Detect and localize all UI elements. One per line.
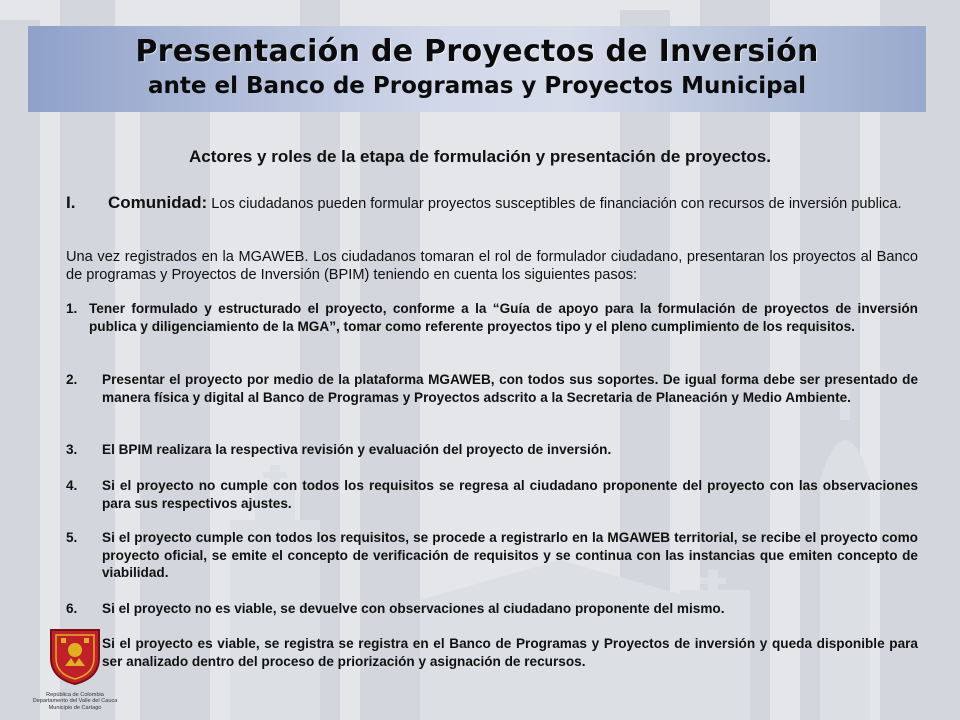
step-text: Presentar el proyecto por medio de la plataforma MGAWEB, con todos sus soportes. De igual forma debe ser presentado de manera física y digital al Banco de Programas y Proyectos adscrito a la Secretaria de Planeación y Medio Ambiente. — [102, 372, 918, 405]
step-text: Tener formulado y estructurado el proyecto, conforme a la “Guía de apoyo para la formulación de proyectos de inversión publica y diligenciamiento de la MGA”, tomar como referente proyectos tipo y el pleno cumplimiento de los requisitos. — [89, 301, 918, 334]
step-text: Si el proyecto no cumple con todos los requisitos se regresa al ciudadano proponente del proyecto con las observaciones para sus respectivos ajustes. — [102, 478, 918, 511]
step-number: 3. — [66, 442, 78, 457]
step-number: 1. — [66, 301, 78, 316]
step-item — [66, 441, 918, 459]
municipal-logo — [30, 626, 120, 711]
intro-paragraph: Una vez registrados en la MGAWEB. Los ciudadanos tomaran el rol de formulador ciudadano, presentaran los proyectos al Banco de programas y Proyectos de Inversión (BPIM) teniendo en cuenta los siguientes pasos: — [66, 249, 918, 283]
role-numeral: I. — [66, 193, 76, 212]
logo-caption-line: Departamento del Valle del Cauca — [32, 698, 118, 705]
step-number: 4. — [66, 478, 78, 493]
coat-of-arms-icon — [47, 626, 103, 686]
step-number: 2. — [66, 372, 78, 387]
logo-caption-line: República de Colombia — [46, 692, 104, 698]
step-item — [66, 300, 918, 335]
role-description — [108, 193, 916, 214]
page-subtitle: ante el Banco de Programas y Proyectos Municipal — [147, 73, 807, 99]
step-item — [66, 600, 918, 618]
logo-caption-line: Municipio de Cartago — [48, 704, 102, 711]
step-item — [66, 371, 918, 406]
step-item — [66, 529, 918, 582]
section-heading: Actores y roles de la etapa de formulación y presentación de proyectos. — [189, 147, 771, 166]
page-title: Presentación de Proyectos de Inversión — [135, 34, 819, 69]
step-item — [66, 635, 918, 670]
step-text: Si el proyecto no es viable, se devuelve con observaciones al ciudadano proponente del mismo. — [102, 601, 725, 616]
step-number: 6. — [66, 601, 78, 616]
step-text: El BPIM realizara la respectiva revisión y evaluación del proyecto de inversión. — [102, 442, 612, 457]
role-label: Comunidad: — [108, 193, 208, 212]
step-item — [66, 477, 918, 512]
step-text: Si el proyecto cumple con todos los requisitos, se procede a registrarlo en la MGAWEB territorial, se recibe el proyecto como proyecto oficial, se emite el concepto de verificación de requisitos y se continua con las instancias que emiten concepto de viabilidad. — [102, 530, 918, 580]
logo-caption — [30, 692, 120, 711]
step-text: Si el proyecto es viable, se registra se registra en el Banco de Programas y Proyectos de inversión y queda disponible para ser analizado dentro del proceso de priorización y asignación de recursos. — [102, 636, 918, 669]
role-text: Los ciudadanos pueden formular proyectos susceptibles de financiación con recursos de inversión publica. — [207, 196, 902, 212]
step-number: 5. — [66, 530, 78, 545]
